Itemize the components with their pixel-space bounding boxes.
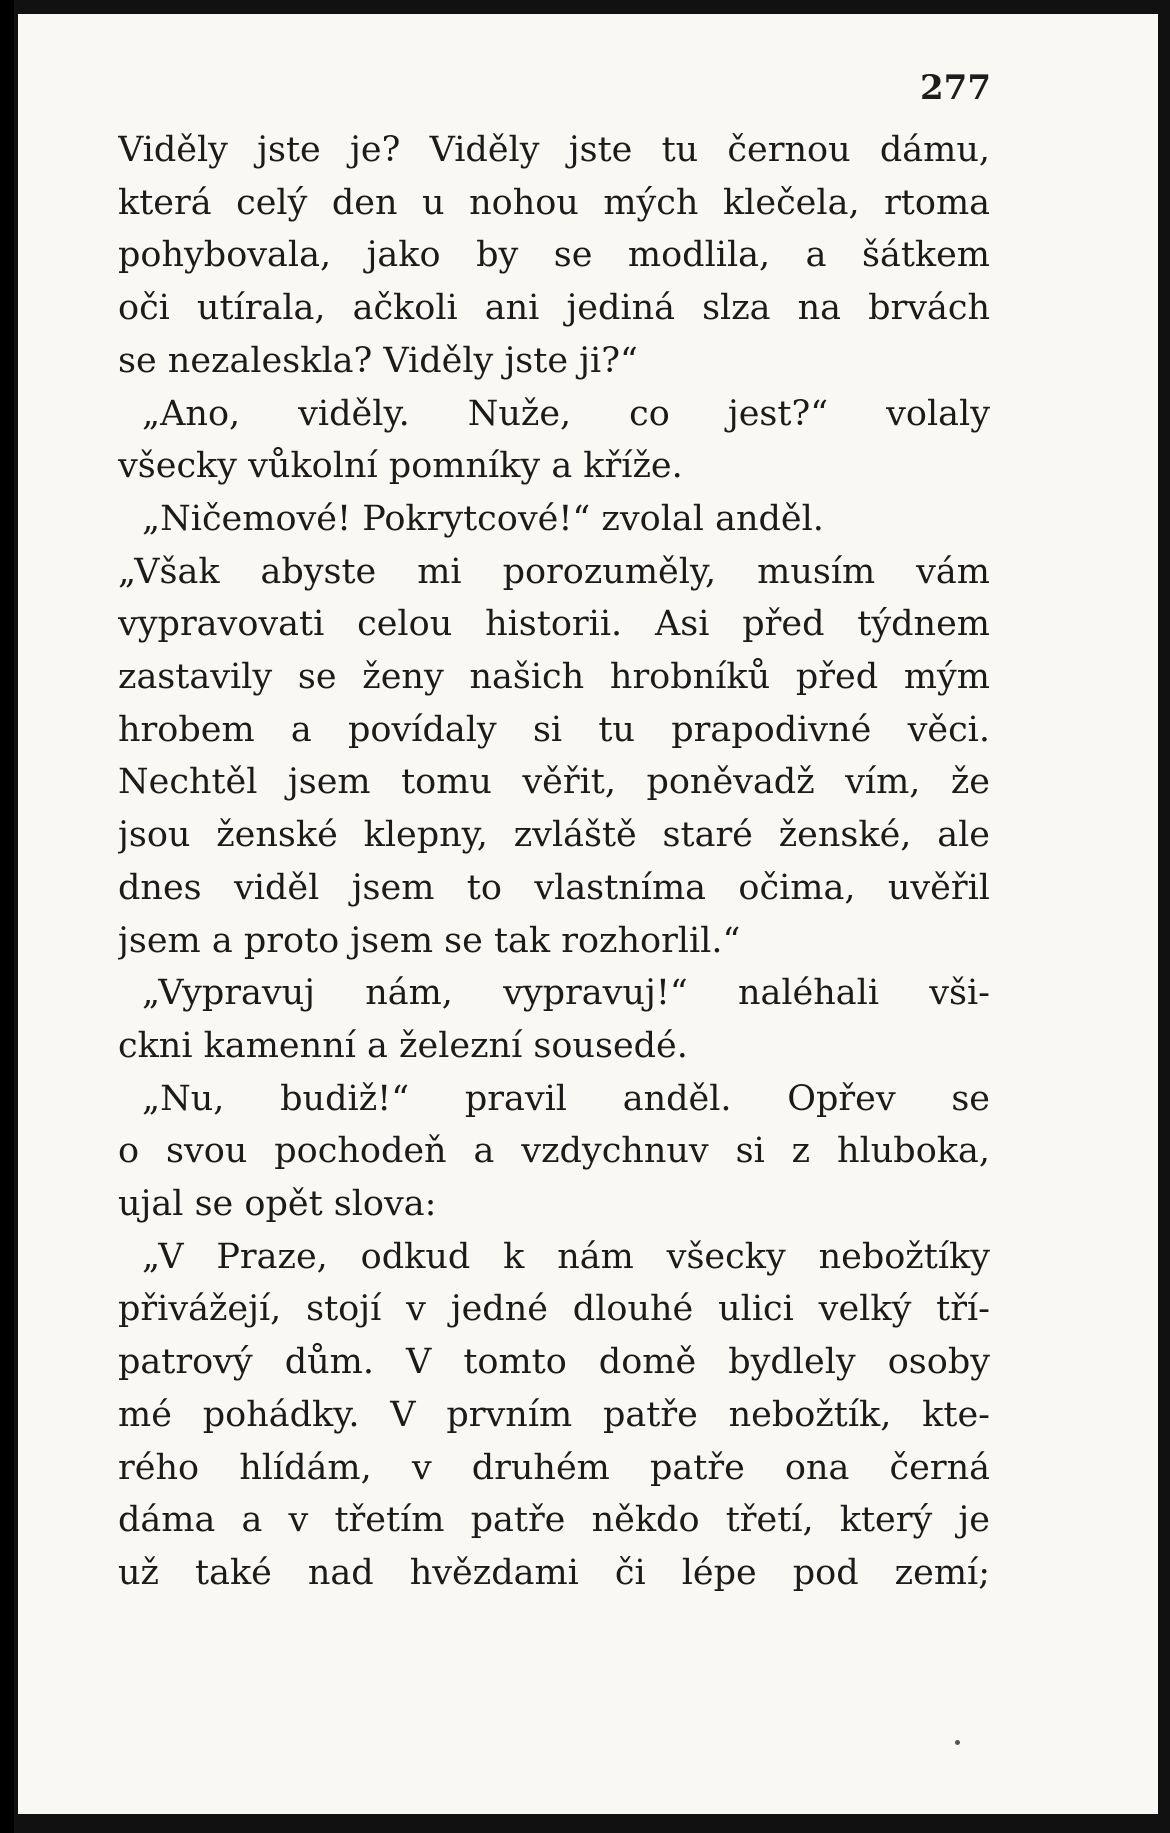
text-line: ckni kamenní a železní sousedé. [118,1025,688,1066]
text-line: jsem a proto jsem se tak rozhorlil.“ [118,920,741,961]
text-line: „V Praze, odkud k nám všecky nebožtíky [142,1236,990,1277]
text-line: zastavily se ženy našich hrobníků před mým [118,657,990,698]
text-line: se nezaleskla? Viděly jste ji?“ [118,340,638,381]
text-line: přivážejí, stojí v jedné dlouhé ulici velký tří- [118,1289,990,1330]
text-line: ujal se opět slova: [118,1184,437,1225]
text-line: o svou pochodeň a vzdychnuv si z hluboka, [118,1131,990,1172]
text-line: „Nu, budiž!“ pravil anděl. Opřev se [142,1078,990,1119]
text-line: pohybovala, jako by se modlila, a šátkem [118,235,990,276]
text-line: která celý den u nohou mých klečela, rtoma [118,182,990,223]
text-line: Nechtěl jsem tomu věřit, poněvadž vím, že [118,762,990,803]
text-line: „Ničemové! Pokrytcové!“ zvolal anděl. [142,498,824,539]
text-line: „Ano, viděly. Nuže, co jest?“ volaly [142,393,990,434]
page-number: 277 [920,68,991,108]
text-line: patrový dům. V tomto domě bydlely osoby [118,1342,990,1383]
text-line: jsou ženské klepny, zvláště staré ženské, ale [118,815,990,856]
text-line: „Vypravuj nám, vypravuj!“ naléhali vši- [142,973,990,1014]
text-line: rého hlídám, v druhém patře ona černá [118,1447,990,1488]
text-line: dnes viděl jsem to vlastníma očima, uvěřil [118,867,990,908]
text-line: mé pohádky. V prvním patře nebožtík, kte- [118,1394,990,1435]
scan-speck [955,1740,960,1745]
text-line: hrobem a povídaly si tu prapodivné věci. [118,709,990,750]
text-line: „Však abyste mi porozuměly, musím vám [118,551,990,592]
body-text [118,124,990,1600]
text-line: dáma a v třetím patře někdo třetí, který je [118,1500,990,1541]
text-line: vypravovati celou historii. Asi před týdnem [118,604,990,645]
binding-edge [0,0,14,1833]
text-line: všecky vůkolní pomníky a kříže. [118,446,683,487]
text-line: už také nad hvězdami či lépe pod zemí; [118,1552,990,1593]
text-line: oči utírala, ačkoli ani jediná slza na brvách [118,288,990,329]
text-line: Viděly jste je? Viděly jste tu černou dámu, [118,130,990,170]
